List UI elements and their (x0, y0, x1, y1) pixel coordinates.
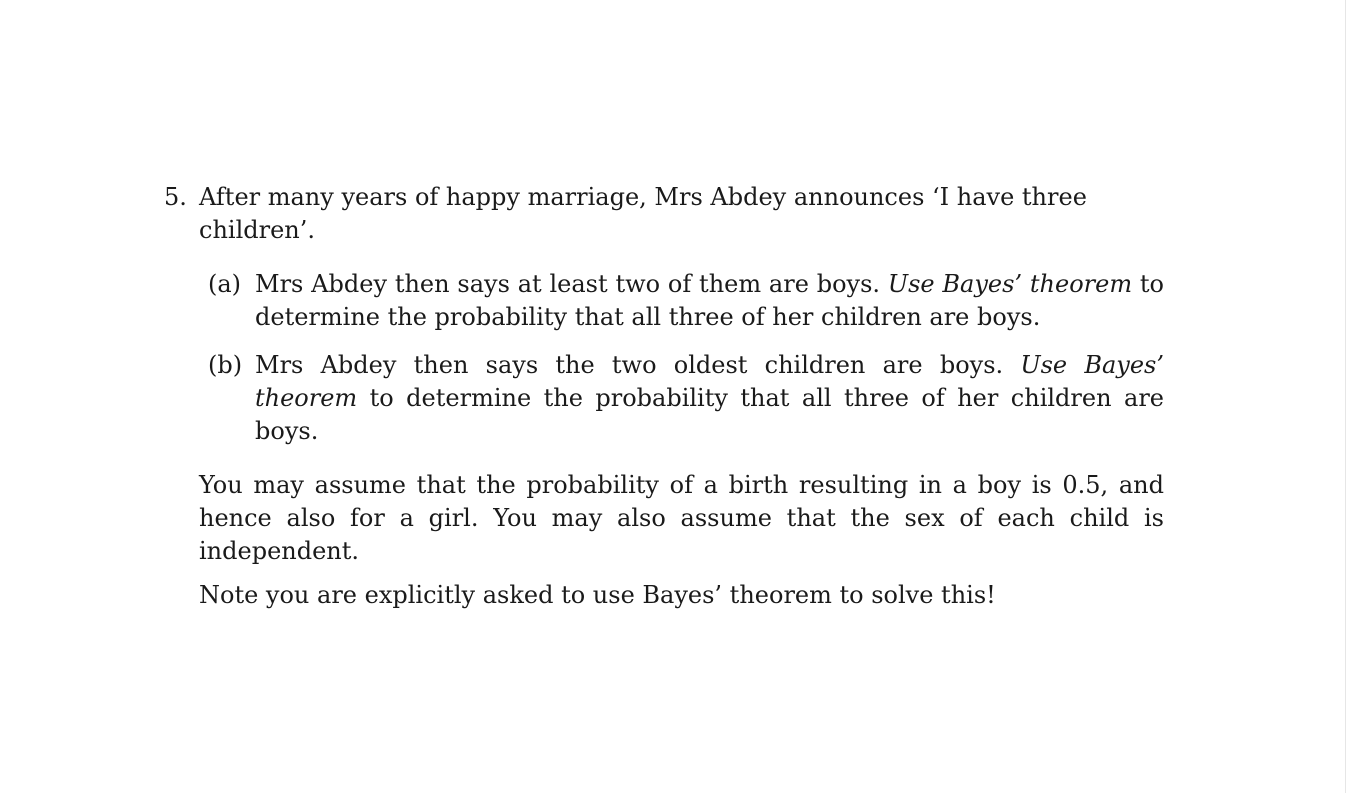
part-a-label: (a) (208, 270, 242, 298)
problem-5 (164, 181, 1164, 623)
problem-header (164, 181, 1164, 247)
problem-parts (164, 268, 1164, 448)
part-b-text-before: Mrs Abdey then says the two oldest children are boys. (255, 351, 1021, 379)
part-a-text (255, 268, 1164, 334)
part-a-text-before: Mrs Abdey then says at least two of them are boys. (255, 270, 888, 298)
part-b-text (255, 349, 1164, 448)
part-b-text-after: to determine the probability that all three of her children are boys. (255, 384, 1164, 445)
part-a-text-after: to determine the probability that all three of her children are boys. (255, 270, 1164, 331)
problem-notes (164, 469, 1164, 612)
part-b-emphasis: Use Bayes’ theorem (255, 351, 1165, 412)
part-b (208, 349, 1164, 448)
part-a-emphasis: Use Bayes’ theorem (887, 270, 1133, 298)
assumption-paragraph: You may assume that the probability of a birth resulting in a boy is 0.5, and hence also for a girl. You may also assume that the sex of each child is independent. (199, 471, 1164, 565)
problem-lead-text: After many years of happy marriage, Mrs Abdey announces ‘I have three children’. (199, 183, 1087, 244)
note-paragraph: Note you are explicitly asked to use Bayes’ theorem to solve this! (199, 581, 996, 609)
part-b-label: (b) (208, 351, 243, 379)
problem-number: 5. (164, 183, 187, 211)
part-a (208, 268, 1164, 334)
